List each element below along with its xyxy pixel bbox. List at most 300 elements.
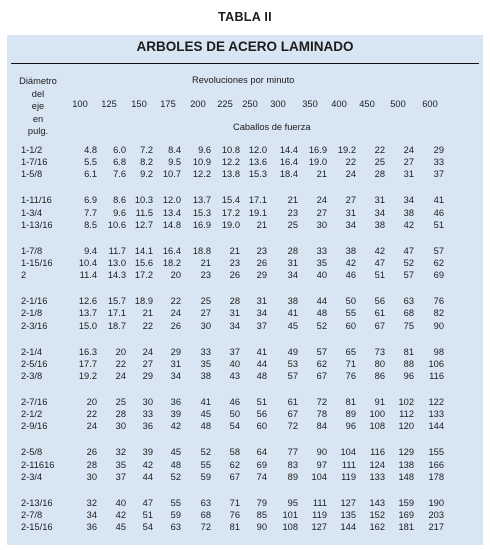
horsepower-cell: 24: [86, 421, 97, 432]
horsepower-cell: 72: [316, 397, 327, 407]
horsepower-cell: 36: [86, 522, 97, 533]
horsepower-cell: 76: [433, 296, 444, 307]
horsepower-cell: 181: [398, 522, 414, 533]
horsepower-cell: 29: [433, 145, 444, 155]
horsepower-cell: 190: [428, 497, 444, 508]
horsepower-cell: 12.0: [162, 195, 181, 206]
horsepower-cell: 30: [316, 219, 327, 230]
horsepower-cell: 111: [341, 459, 356, 470]
shaft-diameter-cell: 2-1/16: [21, 296, 48, 307]
horsepower-cell: 42: [374, 245, 385, 256]
horsepower-cell: 10.4: [78, 258, 97, 268]
horsepower-cell: 122: [428, 397, 444, 407]
diameter-header-line: en: [32, 113, 44, 124]
horsepower-cell: 9.2: [140, 169, 153, 180]
shaft-diameter-cell: 2: [21, 270, 27, 281]
horsepower-cell: 76: [229, 510, 240, 520]
horsepower-cell: 28: [229, 296, 240, 307]
horsepower-cell: 14.4: [279, 145, 298, 155]
horsepower-cell: 90: [433, 320, 444, 331]
horsepower-cell: 37: [115, 471, 126, 482]
horsepower-cell: 12.6: [78, 296, 97, 307]
horsepower-cell: 54: [142, 522, 153, 533]
horsepower-cell: 144: [428, 421, 444, 432]
horsepower-cell: 13.7: [78, 308, 97, 319]
horsepower-cell: 67: [374, 320, 385, 331]
horsepower-cell: 28: [115, 409, 126, 420]
horsepower-cell: 51: [256, 397, 267, 407]
horsepower-cell: 119: [341, 471, 356, 482]
horsepower-cell: 12.2: [221, 157, 240, 168]
horsepower-cell: 39: [170, 409, 181, 420]
horsepower-cell: 38: [287, 296, 298, 307]
horsepower-cell: 42: [170, 421, 181, 432]
horsepower-cell: 52: [316, 320, 327, 331]
horsepower-cell: 81: [345, 397, 356, 407]
horsepower-cell: 111: [312, 497, 327, 508]
horsepower-cell: 91: [374, 397, 385, 407]
shaft-diameter-cell: 1-1/2: [21, 145, 43, 155]
horsepower-cell: 21: [287, 195, 298, 206]
horsepower-cell: 62: [433, 258, 444, 268]
horsepower-cell: 72: [287, 421, 298, 432]
horsepower-cell: 21: [256, 219, 267, 230]
horsepower-cell: 10.7: [162, 169, 181, 180]
horsepower-cell: 30: [200, 320, 211, 331]
shaft-diameter-cell: 2-3/8: [21, 371, 43, 381]
horsepower-cell: 64: [256, 447, 267, 458]
horsepower-cell: 45: [115, 522, 126, 533]
horsepower-cell: 26: [170, 320, 181, 331]
horsepower-cell: 89: [287, 471, 298, 482]
horsepower-cell: 38: [200, 371, 211, 381]
shaft-diameter-cell: 2-5/16: [21, 358, 48, 369]
horsepower-cell: 13.0: [107, 258, 126, 268]
horsepower-cell: 106: [428, 358, 444, 369]
horsepower-cell: 46: [345, 270, 356, 281]
horsepower-cell: 152: [369, 510, 385, 520]
horsepower-cell: 23: [229, 258, 240, 268]
diameter-header-line: Diámetro: [19, 76, 57, 86]
horsepower-cell: 63: [170, 522, 181, 533]
horsepower-cell: 57: [403, 270, 414, 281]
horsepower-cell: 52: [170, 471, 181, 482]
horsepower-cell: 5.5: [84, 157, 97, 168]
horsepower-cell: 40: [115, 497, 126, 508]
horsepower-cell: 95: [287, 497, 298, 508]
horsepower-cell: 48: [316, 308, 327, 319]
horsepower-cell: 24: [115, 371, 126, 381]
horsepower-cell: 16.3: [78, 346, 97, 357]
rpm-column-header: 300: [270, 99, 286, 109]
horsepower-cell: 22: [142, 320, 153, 331]
horsepower-cell: 27: [403, 157, 414, 168]
horsepower-cell: 119: [312, 510, 327, 520]
shaft-diameter-cell: 2-1/4: [21, 346, 43, 357]
horsepower-cell: 96: [345, 421, 356, 432]
diameter-header-line: eje: [31, 101, 45, 112]
horsepower-cell: 78: [316, 409, 327, 420]
shaft-diameter-cell: 2-3/4: [21, 471, 43, 482]
shaft-diameter-cell: 2-11616: [21, 459, 55, 470]
horsepower-cell: 15.4: [221, 195, 240, 206]
horsepower-cell: 18.2: [162, 258, 181, 268]
horsepower-cell: 50: [229, 409, 240, 420]
horsepower-cell: 36: [142, 421, 153, 432]
horsepower-cell: 55: [170, 497, 181, 508]
horsepower-cell: 18.9: [134, 296, 153, 307]
horsepower-cell: 56: [374, 296, 385, 307]
horsepower-cell: 13.7: [192, 195, 211, 206]
horsepower-cell: 38: [403, 207, 414, 218]
horsepower-cell: 41: [256, 346, 267, 357]
horsepower-cell: 51: [433, 219, 444, 230]
rpm-header: Revoluciones por minuto: [192, 75, 295, 85]
horsepower-cell: 34: [403, 195, 414, 206]
horsepower-cell: 61: [374, 308, 385, 319]
horsepower-cell: 31: [229, 308, 240, 319]
horsepower-cell: 47: [142, 497, 153, 508]
horsepower-cell: 31: [287, 258, 298, 268]
horsepower-cell: 155: [428, 447, 444, 458]
rpm-column-header: 250: [242, 99, 258, 109]
horsepower-cell: 16.9: [192, 219, 211, 230]
horsepower-cell: 39: [142, 447, 153, 458]
shaft-diameter-cell: 2-3/16: [21, 320, 48, 331]
horsepower-cell: 20: [86, 397, 97, 407]
horsepower-cell: 11.4: [79, 270, 97, 281]
horsepower-cell: 50: [345, 296, 356, 307]
horsepower-cell: 19.0: [221, 219, 240, 230]
horsepower-cell: 34: [229, 320, 240, 331]
horsepower-cell: 31: [403, 169, 414, 180]
horsepower-cell: 112: [399, 409, 414, 420]
horsepower-cell: 116: [370, 447, 385, 458]
horsepower-cell: 27: [345, 195, 356, 206]
table-title: TABLA II: [218, 10, 272, 24]
rpm-column-header: 125: [101, 99, 117, 109]
horsepower-cell: 21: [142, 308, 153, 319]
horsepower-cell: 135: [340, 510, 356, 520]
horsepower-cell: 63: [200, 497, 211, 508]
horsepower-cell: 71: [345, 358, 356, 369]
horsepower-cell: 44: [256, 358, 267, 369]
diameter-header-line: del: [31, 88, 45, 99]
horsepower-cell: 159: [398, 497, 414, 508]
horsepower-cell: 19.2: [78, 371, 97, 381]
horsepower-cell: 6.9: [84, 195, 97, 206]
horsepower-cell: 57: [287, 371, 298, 381]
horsepower-cell: 17.7: [78, 358, 97, 369]
horsepower-cell: 44: [316, 296, 327, 307]
horsepower-cell: 46: [229, 397, 240, 407]
horsepower-cell: 69: [433, 270, 444, 281]
horsepower-cell: 68: [200, 510, 211, 520]
horsepower-cell: 108: [369, 421, 385, 432]
rpm-column-header: 500: [390, 99, 406, 109]
horsepower-cell: 17.1: [248, 195, 267, 206]
shaft-diameter-cell: 1-7/8: [21, 245, 43, 256]
horsepower-cell: 57: [316, 346, 327, 357]
horsepower-cell: 101: [282, 510, 298, 520]
horsepower-cell: 38: [345, 245, 356, 256]
shaft-diameter-cell: 1-15/16: [21, 258, 53, 268]
horsepower-cell: 24: [345, 169, 356, 180]
horsepower-cell: 36: [170, 397, 181, 407]
rpm-column-header: 150: [131, 99, 147, 109]
horsepower-cell: 11.7: [108, 245, 126, 256]
horsepower-cell: 81: [403, 346, 414, 357]
horsepower-cell: 17.2: [134, 270, 153, 281]
horsepower-cell: 58: [229, 447, 240, 458]
horsepower-cell: 67: [316, 371, 327, 381]
horsepower-cell: 28: [86, 459, 97, 470]
horsepower-cell: 143: [369, 497, 385, 508]
horsepower-cell: 69: [256, 459, 267, 470]
shaft-diameter-cell: 2-1/2: [21, 409, 43, 420]
horsepower-cell: 26: [86, 447, 97, 458]
horsepower-cell: 46: [433, 207, 444, 218]
horsepower-cell: 14.8: [162, 219, 181, 230]
horsepower-cell: 30: [86, 471, 97, 482]
horsepower-cell: 96: [403, 371, 414, 381]
horsepower-cell: 17.1: [107, 308, 126, 319]
horsepower-cell: 45: [200, 409, 211, 420]
horsepower-cell: 37: [229, 346, 240, 357]
horsepower-cell: 72: [200, 522, 211, 533]
horsepower-cell: 82: [433, 308, 444, 319]
horsepower-cell: 71: [229, 497, 240, 508]
horsepower-cell: 9.5: [168, 157, 181, 168]
header-divider: [11, 63, 479, 64]
horsepower-cell: 30: [115, 421, 126, 432]
shaft-diameter-cell: 1-3/4: [21, 207, 43, 218]
horsepower-cell: 6.0: [113, 145, 126, 155]
horsepower-cell: 9.6: [198, 145, 211, 155]
horsepower-cell: 41: [200, 397, 211, 407]
horsepower-cell: 40: [229, 358, 240, 369]
horsepower-cell: 29: [170, 346, 181, 357]
horsepower-cell: 8.6: [113, 195, 126, 206]
horsepower-cell: 12.0: [248, 145, 267, 155]
horsepower-cell: 34: [256, 308, 267, 319]
horsepower-cell: 15.7: [107, 296, 126, 307]
horsepower-cell: 90: [256, 522, 267, 533]
horsepower-cell: 28: [287, 245, 298, 256]
horsepower-cell: 19.2: [337, 145, 356, 155]
horsepower-cell: 67: [287, 409, 298, 420]
horsepower-cell: 19.1: [248, 207, 267, 218]
horsepower-cell: 55: [345, 308, 356, 319]
horsepower-cell: 8.2: [140, 157, 153, 168]
horsepower-cell: 12.7: [134, 219, 153, 230]
horsepower-cell: 20: [115, 346, 126, 357]
horsepower-cell: 6.1: [84, 169, 97, 180]
horsepower-cell: 10.3: [134, 195, 153, 206]
diameter-header-line: pulg.: [27, 126, 49, 137]
horsepower-cell: 62: [316, 358, 327, 369]
horsepower-cell: 90: [316, 447, 327, 458]
horsepower-cell: 55: [200, 459, 211, 470]
horsepower-cell: 10.9: [192, 157, 211, 168]
horsepower-cell: 25: [115, 397, 126, 407]
horsepower-cell: 37: [256, 320, 267, 331]
horsepower-cell: 41: [433, 195, 444, 206]
horsepower-cell: 43: [229, 371, 240, 381]
horsepower-cell: 21: [200, 258, 211, 268]
horsepower-cell: 42: [403, 219, 414, 230]
shaft-diameter-cell: 1-5/8: [21, 169, 43, 180]
horsepower-cell: 57: [433, 245, 444, 256]
horsepower-cell: 49: [287, 346, 298, 357]
horsepower-cell: 33: [433, 157, 444, 168]
horsepower-cell: 108: [282, 522, 298, 533]
horsepower-cell: 38: [374, 219, 385, 230]
horsepower-cell: 10.8: [221, 145, 240, 155]
horsepower-cell: 10.6: [107, 219, 126, 230]
horsepower-cell: 17.2: [221, 207, 240, 218]
horsepower-cell: 13.4: [162, 207, 181, 218]
horsepower-header: Caballos de fuerza: [233, 122, 311, 132]
horsepower-cell: 29: [256, 270, 267, 281]
rpm-column-header: 400: [331, 99, 347, 109]
horsepower-cell: 97: [316, 459, 327, 470]
shaft-diameter-cell: 2-7/8: [21, 510, 43, 520]
horsepower-cell: 100: [369, 409, 385, 420]
rpm-column-header: 200: [190, 99, 206, 109]
horsepower-cell: 26: [256, 258, 267, 268]
horsepower-cell: 169: [398, 510, 414, 520]
horsepower-cell: 40: [316, 270, 327, 281]
horsepower-cell: 33: [142, 409, 153, 420]
horsepower-cell: 24: [403, 145, 414, 155]
horsepower-cell: 47: [374, 258, 385, 268]
horsepower-cell: 116: [429, 371, 444, 381]
rpm-column-header: 450: [359, 99, 375, 109]
horsepower-cell: 59: [200, 471, 211, 482]
shaft-diameter-cell: 1-13/16: [21, 219, 53, 230]
horsepower-cell: 22: [86, 409, 97, 420]
horsepower-cell: 31: [345, 207, 356, 218]
horsepower-cell: 51: [142, 510, 153, 520]
horsepower-cell: 23: [256, 245, 267, 256]
horsepower-cell: 37: [433, 169, 444, 180]
horsepower-cell: 47: [403, 245, 414, 256]
horsepower-cell: 32: [86, 497, 97, 508]
horsepower-cell: 89: [345, 409, 356, 420]
horsepower-cell: 31: [170, 358, 181, 369]
horsepower-cell: 61: [287, 397, 298, 407]
horsepower-cell: 104: [340, 447, 356, 458]
horsepower-cell: 24: [142, 346, 153, 357]
shaft-diameter-cell: 2-7/16: [21, 397, 48, 407]
horsepower-cell: 62: [229, 459, 240, 470]
horsepower-cell: 203: [428, 510, 444, 520]
horsepower-cell: 9.6: [113, 207, 126, 218]
horsepower-cell: 35: [115, 459, 126, 470]
shaft-diameter-cell: 1-7/16: [21, 157, 48, 168]
horsepower-cell: 42: [142, 459, 153, 470]
horsepower-cell: 26: [229, 270, 240, 281]
horsepower-cell: 21: [229, 245, 240, 256]
horsepower-cell: 75: [403, 320, 414, 331]
horsepower-cell: 13.8: [221, 169, 240, 180]
horsepower-cell: 12.2: [192, 169, 211, 180]
horsepower-cell: 42: [115, 510, 126, 520]
horsepower-cell: 22: [374, 145, 385, 155]
horsepower-cell: 34: [374, 207, 385, 218]
horsepower-cell: 74: [256, 471, 267, 482]
horsepower-cell: 27: [200, 308, 211, 319]
horsepower-cell: 24: [316, 195, 327, 206]
horsepower-cell: 13.6: [248, 157, 267, 168]
horsepower-cell: 48: [256, 371, 267, 381]
shaft-diameter-cell: 2-15/16: [21, 522, 53, 533]
horsepower-cell: 4.8: [84, 145, 97, 155]
horsepower-cell: 67: [229, 471, 240, 482]
diameter-column-header: [15, 75, 61, 138]
horsepower-cell: 60: [345, 320, 356, 331]
horsepower-cell: 7.7: [84, 207, 97, 218]
horsepower-cell: 16.4: [279, 157, 298, 168]
horsepower-cell: 129: [398, 447, 414, 458]
horsepower-cell: 7.2: [140, 145, 153, 155]
horsepower-cell: 45: [170, 447, 181, 458]
horsepower-cell: 29: [142, 371, 153, 381]
horsepower-cell: 7.6: [113, 169, 126, 180]
horsepower-cell: 42: [345, 258, 356, 268]
shaft-diameter-cell: 2-13/16: [21, 497, 53, 508]
horsepower-cell: 217: [428, 522, 444, 533]
horsepower-cell: 25: [287, 219, 298, 230]
horsepower-cell: 33: [200, 346, 211, 357]
horsepower-cell: 51: [374, 270, 385, 281]
horsepower-cell: 6.8: [113, 157, 126, 168]
horsepower-cell: 73: [374, 346, 385, 357]
horsepower-cell: 178: [428, 471, 444, 482]
horsepower-cell: 24: [170, 308, 181, 319]
horsepower-cell: 45: [287, 320, 298, 331]
horsepower-cell: 144: [340, 522, 356, 533]
horsepower-cell: 22: [345, 157, 356, 168]
horsepower-cell: 44: [142, 471, 153, 482]
horsepower-cell: 22: [170, 296, 181, 307]
horsepower-cell: 54: [229, 421, 240, 432]
horsepower-cell: 35: [316, 258, 327, 268]
shaft-diameter-cell: 2-9/16: [21, 421, 48, 432]
shaft-diameter-cell: 2-1/8: [21, 308, 43, 319]
horsepower-cell: 60: [256, 421, 267, 432]
horsepower-cell: 27: [142, 358, 153, 369]
horsepower-cell: 30: [142, 397, 153, 407]
horsepower-cell: 15.0: [78, 320, 97, 331]
horsepower-cell: 15.6: [134, 258, 153, 268]
horsepower-cell: 48: [200, 421, 211, 432]
table-subtitle: ARBOLES DE ACERO LAMINADO: [136, 39, 354, 54]
horsepower-cell: 20: [170, 270, 181, 281]
horsepower-cell: 18.4: [279, 169, 298, 180]
horsepower-cell: 127: [340, 497, 356, 508]
horsepower-cell: 11.5: [135, 207, 153, 218]
horsepower-cell: 41: [287, 308, 298, 319]
horsepower-cell: 14.1: [134, 245, 153, 256]
horsepower-cell: 16.4: [162, 245, 181, 256]
horsepower-cell: 63: [403, 296, 414, 307]
horsepower-cell: 8.5: [84, 219, 97, 230]
horsepower-cell: 25: [200, 296, 211, 307]
horsepower-cell: 133: [369, 471, 385, 482]
horsepower-cell: 28: [374, 169, 385, 180]
